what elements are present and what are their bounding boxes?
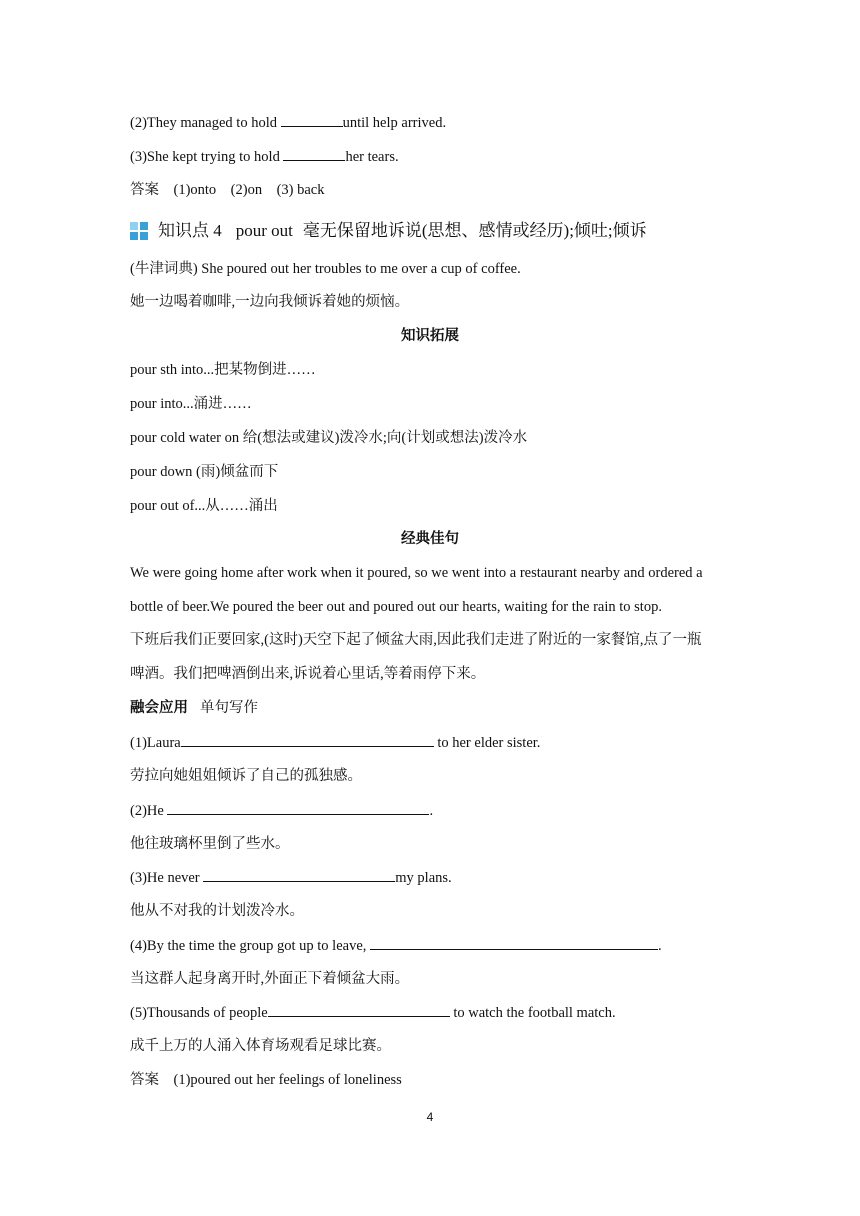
section-title-classic: 经典佳句	[401, 531, 459, 547]
question-1-pre: (1)Laura	[130, 735, 181, 751]
question-5-post: to watch the football match.	[449, 1005, 616, 1021]
page-number: 4	[426, 1110, 434, 1124]
expand-item: pour into...涌进……	[130, 396, 252, 412]
question-1	[130, 732, 540, 753]
answer-blank[interactable]	[283, 146, 345, 161]
answer-blank[interactable]	[167, 800, 429, 815]
answer-line-top: 答案 (1)onto (2)on (3) back	[130, 182, 325, 198]
question-5	[130, 1002, 616, 1023]
answer-line-bottom: 答案 (1)poured out her feelings of loneliness	[130, 1072, 402, 1088]
classic-chinese-1: 下班后我们正要回家,(这时)天空下起了倾盆大雨,因此我们走进了附近的一家餐馆,点了一瓶	[130, 632, 702, 648]
question-4	[130, 935, 662, 956]
knowledge-point-heading	[130, 219, 647, 243]
knowledge-point-label: 知识点 4	[158, 221, 222, 240]
exercise-3-post: her tears.	[345, 149, 399, 165]
question-4-pre: (4)By the time the group got up to leave,	[130, 938, 371, 954]
answer-blank[interactable]	[181, 732, 434, 747]
answer-blank[interactable]	[203, 867, 395, 882]
question-4-post: .	[658, 938, 662, 954]
answer-blank[interactable]	[370, 935, 658, 950]
question-3-chinese: 他从不对我的计划泼冷水。	[130, 903, 304, 919]
expand-item: pour sth into...把某物倒进……	[130, 362, 316, 378]
question-2-post: .	[429, 803, 434, 819]
exercise-line-3	[130, 146, 399, 167]
classic-english-2: bottle of beer.We poured the beer out and poured out our hearts, waiting for the rain to stop.	[130, 599, 662, 615]
answer-blank[interactable]	[281, 112, 343, 127]
question-1-chinese: 劳拉向她姐姐倾诉了自己的孤独感。	[130, 768, 362, 784]
exercise-2-pre: (2)They managed to hold	[130, 115, 281, 131]
exercise-2-post: until help arrived.	[342, 115, 447, 131]
exercise-3-pre: (3)She kept trying to hold	[130, 149, 284, 165]
question-2	[130, 800, 433, 821]
question-3-post: my plans.	[395, 870, 452, 886]
apply-subtitle: 单句写作	[200, 700, 258, 716]
knowledge-point-phrase: pour out	[235, 221, 293, 240]
question-2-pre: (2)He	[130, 803, 168, 819]
section-title-expand: 知识拓展	[401, 328, 459, 344]
question-3-pre: (3)He never	[130, 870, 204, 886]
classic-english-1: We were going home after work when it poured, so we went into a restaurant nearby and ordered a	[130, 565, 703, 581]
question-4-chinese: 当这群人起身离开时,外面正下着倾盆大雨。	[130, 971, 410, 987]
question-1-post: to her elder sister.	[433, 735, 541, 751]
apply-title: 融会应用	[130, 700, 188, 716]
expand-item: pour cold water on 给(想法或建议)泼冷水;向(计划或想法)泼冷水	[130, 430, 528, 446]
expand-item: pour out of...从……涌出	[130, 498, 278, 514]
question-5-chinese: 成千上万的人涌入体育场观看足球比赛。	[130, 1038, 391, 1054]
example-chinese: 她一边喝着咖啡,一边向我倾诉着她的烦恼。	[130, 294, 410, 310]
section-square-icon	[130, 222, 148, 240]
classic-chinese-2: 啤酒。我们把啤酒倒出来,诉说着心里话,等着雨停下来。	[130, 666, 486, 682]
expand-item: pour down (雨)倾盆而下	[130, 464, 279, 480]
question-2-chinese: 他往玻璃杯里倒了些水。	[130, 836, 290, 852]
question-3	[130, 867, 452, 888]
apply-heading	[130, 698, 258, 718]
example-english: (牛津词典) She poured out her troubles to me over a cup of coffee.	[130, 261, 521, 277]
exercise-line-2	[130, 112, 446, 133]
question-5-pre: (5)Thousands of people	[130, 1005, 268, 1021]
knowledge-point-meaning: 毫无保留地诉说(思想、感情或经历);倾吐;倾诉	[302, 221, 647, 240]
answer-blank[interactable]	[268, 1002, 450, 1017]
